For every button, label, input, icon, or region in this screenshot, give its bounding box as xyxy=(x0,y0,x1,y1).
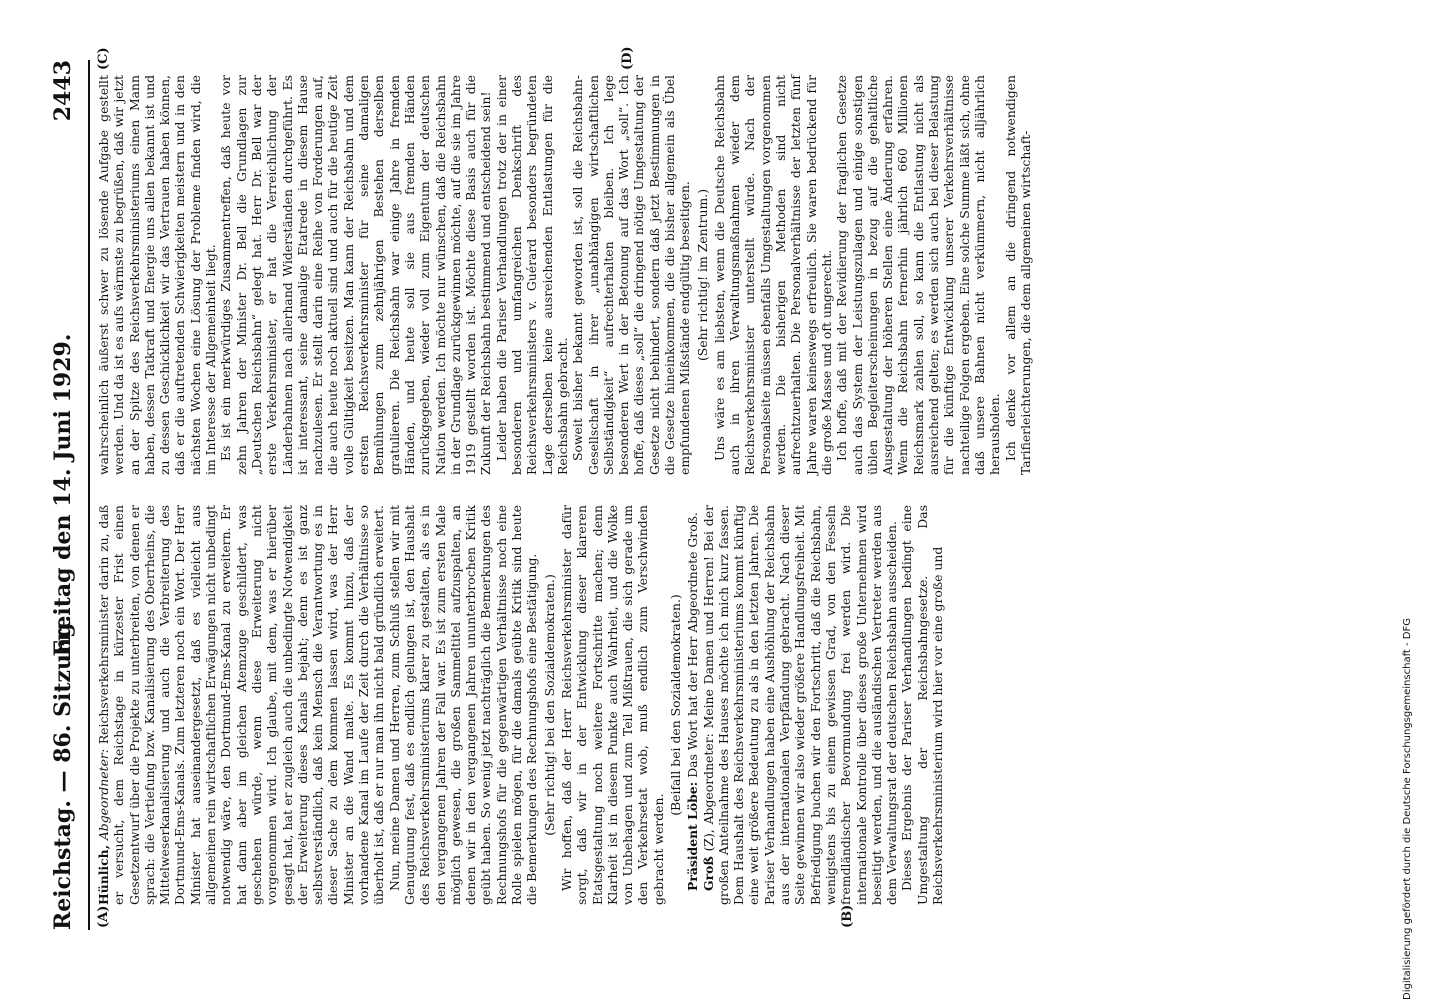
paragraph: Soweit bisher bekannt geworden ist, soll die Reichsbahn-Gesellschaft in ihrer „unabhängigen wirtschaftlichen Selbständigkeit“ aufrechterhalten bleiben. Ich lege besonderen Wert in der Betonung auf das Wort „soll“. Ich hoffe, daß dieses „soll“ die dringend nötige Umgestaltung der Gesetze nicht behindert, sondern daß jetzt Bestimmungen in die Gesetze hineinkommen, die die bisher allgemein als Übel empfundenen Mißstände endgültig beseitigen. xyxy=(570,75,693,475)
page-number: 2443 xyxy=(50,60,76,122)
text-column-right xyxy=(96,75,1326,475)
paragraph: Ich denke vor allem an die dringend notwendigen Tarifierleichterungen, die dem allgemeinen wirtschaft- xyxy=(1002,75,1033,475)
funding-note-text: Digitalisierung gefördert durch die Deutsche Forschungsgemeinschaft - DFG xyxy=(1402,617,1413,1000)
page-header xyxy=(44,60,84,930)
header-left: Reichstag. — 86. Sitzung. xyxy=(50,614,76,930)
speaker-name: Groß xyxy=(700,856,716,891)
interjection: (Sehr richtig! im Zentrum.) xyxy=(694,188,710,362)
paragraph: Uns wäre es am liebsten, wenn die Deutsche Reichsbahn auch in ihren Verwaltungsmaßnahmen wieder dem Reichsverkehrsminister unterstellt würde. Nach der Personalseite müssen ebenfalls Umgestaltungen vorgenommen werden. Die bisherigen Methoden sind nicht aufrechtzuerhalten. Die Personalverhältnisse der letzten fünf Jahre waren keineswegs erfreulich. Sie waren bedrückend für die große Masse und oft ungerecht. xyxy=(711,75,834,475)
paragraph: Dieses Ergebnis der Pariser Verhandlungen bedingt eine Umgestaltung der Reichsbahngesetze. Das Reichsverkehrsministerium wird hier vor eine große und xyxy=(899,505,946,905)
speaker-role: Abgeordneter: xyxy=(96,748,111,841)
margin-marker-d: (D) xyxy=(620,46,635,70)
text-column-left xyxy=(96,505,1326,905)
paragraph: Es ist ein merkwürdiges Zusammentreffen, daß heute vor zehn Jahren der Minister Dr. Bell die Grundlagen zur „Deutschen Reichsbahn“ gelegt hat. Herr Dr. Bell war der erste Verkehrsminister, er hat die Verreichlichung der Länderbahnen nach allerhand Widerständen durchgeführt. Es ist interessant, seine damalige Etatrede in diesem Hause nachzulesen. Er stellt darin eine Reihe von Forderungen auf, die auch heute noch aktuell sind und auch für die heutige Zeit volle Gültigkeit besitzen. Man kann der Reichsbahn und dem ersten Reichsverkehrsminister für seine damaligen Bemühungen zum zehnjährigen Bestehen derselben gratulieren. Die Reichsbahn war einige Jahre in fremden Händen, und heute soll sie aus fremden Händen zurückgegeben, wieder voll zum Eigentum der deutschen Nation werden. Ich möchte nur wünschen, daß die Reichsbahn in der Grundlage zurückgewinnen möchte, auf die sie im Jahre 1919 gestellt worden ist. Möchte diese Basis auch für die Zukunft der Reichsbahn bestimmend und entscheidend sein! xyxy=(218,75,494,475)
paragraph xyxy=(96,505,387,905)
speaker-name: Präsident Löbe: xyxy=(685,781,701,891)
paragraph-text: (Z), Abgeordneter: Meine Damen und Herren! Bei der großen Anteilnahme des Hauses möchte ich mich kurz fassen. Dem Haushalt des Reichsverkehrsministeriums kommt künftig eine weit größere Bedeutung zu als in den letzten Jahren. Die Pariser Verhandlungen haben eine Aushöhlung der Reichsbahn aus der internationalen Verpfändung gebracht. Nach dieser Seite gewinnen wir also wieder größere Handlungsfreiheit. Mit Befriedigung buchen wir den Fortschritt, daß die Reichsbahn, wenigstens bis zu einem gewissen Grad, von den Fesseln fremdländischer Bevormundung frei werden wird. Die internationale Kontrolle über dieses große Unternehmen wird beseitigt werden, und die ausländischen Vertreter werden aus dem Verwaltungsrat der deutschen Reichsbahn ausscheiden. xyxy=(700,505,900,905)
funding-note xyxy=(1402,0,1430,1000)
paragraph xyxy=(701,505,900,905)
header-rule xyxy=(88,60,90,930)
interjection: (Beifall bei den Sozialdemokraten.) xyxy=(667,594,683,816)
interjection: (Sehr richtig! bei den Sozialdemokraten.) xyxy=(541,574,557,836)
paragraph: Ich hoffe, daß mit der Revidierung der fraglichen Gesetze auch das System der Leistungszulagen und einige sonstigen üblen Begleiterscheinungen in bezug auf die gehaltliche Ausgestaltung der höheren Stellen eine Änderung erfahren. Wenn die Reichsbahn fernerhin jährlich 660 Millionen Reichsmark zahlen soll, so kann die Entlastung nicht als ausreichend gelten; es werden sich auch bei dieser Belastung für die künftige Entwicklung unserer Verkehrsverhältnisse nachteilige Folgen ergeben. Eine solche Summe läßt sich, ohne daß unsere Bahnen nicht verkümmern, nicht alljährlich herausholen. xyxy=(834,75,1003,475)
speaker-name: Hünlich, xyxy=(96,844,111,905)
paragraph-text: Das Wort hat der Herr Abgeordnete Groß. xyxy=(685,512,701,778)
margin-marker-c: (C) xyxy=(96,47,111,70)
margin-marker-b: (B) xyxy=(840,904,855,928)
paragraph xyxy=(685,505,700,905)
paragraph: Wir hoffen, daß der Herr Reichsverkehrsminister dafür sorgt, daß wir in der Entwicklung dieser klareren Etatsgestaltung noch weitere Fortschritte machen; denn Klarheit ist in diesem Punkte auch Wahrheit, und die Wolke von Unbehagen und zum Teil Mißtrauen, die sich gerade um den Verkehrsetat wob, muß endlich zum Verschwinden gebracht werden. xyxy=(558,505,666,905)
header-date: Freitag den 14. Juni 1929. xyxy=(50,333,76,657)
margin-marker-a: (A) xyxy=(96,905,111,928)
paragraph: Leider haben die Pariser Verhandlungen trotz der in einer besonderen und umfangreichen Denkschrift des Reichsverkehrsministers v. Guérard besonders begründeten Lage derselben keine ausreichenden Entlastungen für die Reichsbahn gebracht. xyxy=(493,75,570,475)
paragraph: wahrscheinlich äußerst schwer zu lösende Aufgabe gestellt werden. Und da ist es aufs wärmste zu begrüßen, daß wir jetzt an der Spitze des Reichsverkehrsministeriums einen Mann haben, dessen Tatkraft und Energie uns allen bekannt ist und zu dessen Geschicklichkeit wir das Vertrauen haben können, daß er die auftretenden Schwierigkeiten meistern und in den nächsten Wochen eine Lösung der Probleme finden wird, die im Interesse der Allgemeinheit liegt. xyxy=(96,75,219,475)
paragraph-text: Reichsverkehrsminister darin zu, daß er versucht, dem Reichstage in kürzester Frist einen Gesetzentwurf über die Projekte zu unterbreiten, von denen er sprach: die Vertiefung bzw. Kanalisierung des Oberrheins, die Mittelweserkanalisierung und auch die Verbreiterung des Dortmund-Ems-Kanals. Zum letzteren noch ein Wort. Der Herr Minister hat auseinandergesetzt, daß es vielleicht aus allgemeinen rein wirtschaftlichen Erwägungen nicht unbedingt notwendig wäre, den Dortmund-Ems-Kanal zu erweitern. Er hat dann aber im gleichen Atemzuge geschildert, was geschehen würde, wenn diese Erweiterung nicht vorgenommen wird. Ich glaube, mit dem, was er hierüber gesagt hat, hat er zugleich auch die unbedingte Notwendigkeit der Erweiterung dieses Kanals bejaht; denn es ist ganz selbstverständlich, daß kein Mensch die Verantwortung es in dieser Sache zu dem kommen lassen wird, was der Herr Minister an die Wand malte. Es kommt hinzu, daß der vorhandene Kanal im Laufe der Zeit durch die Verhältnisse so überholt ist, daß er nur man ihn nicht bald gründlich erweitert. xyxy=(96,505,387,905)
paragraph: Nun, meine Damen und Herren, zum Schluß stellen wir mit Genugtuung fest, daß es endlich gelungen ist, den Haushalt des Reichsverkehrsministeriums klarer zu gestalten, als es in den vergangenen Jahren der Fall war. Es ist zum ersten Male möglich gewesen, die großen Sammeltitel aufzuspalten, an denen wir in den vergangenen Jahren ununterbrochen Kritik geübt haben. So wenig jetzt nachträglich die Bemerkungen des Rechnungshofs für die gegenwärtigen Verhältnisse noch eine Rolle spielen mögen, für die damals geübte Kritik sind heute die Bemerkungen des Rechnungshofs eine Bestätigung. xyxy=(386,505,540,905)
